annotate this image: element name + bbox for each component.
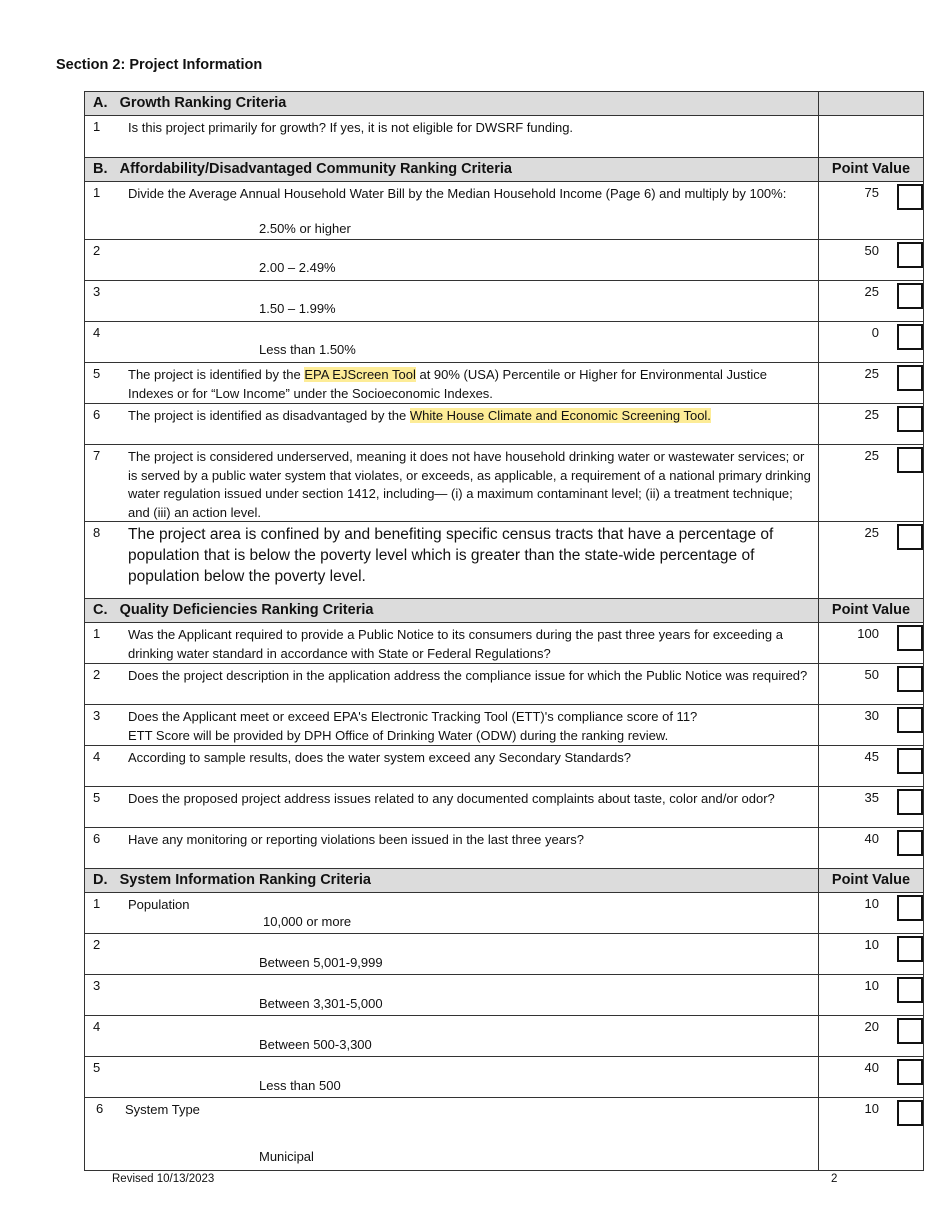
row-number: 5 (93, 366, 101, 381)
table-row (84, 623, 924, 664)
point-checkbox[interactable] (897, 936, 923, 962)
criteria-text (128, 366, 812, 403)
criteria-option: 10,000 or more (263, 914, 352, 929)
row-number: 5 (93, 790, 101, 805)
point-value: 10 (864, 937, 879, 952)
row-number: 3 (93, 284, 101, 299)
table-row (84, 363, 924, 404)
row-number: 2 (93, 667, 101, 682)
point-value: 30 (864, 708, 879, 723)
table-row (84, 893, 924, 934)
point-value: 10 (864, 1101, 879, 1116)
criteria-option: Municipal (259, 1149, 314, 1164)
table-row (84, 934, 924, 975)
section-b-header (84, 158, 924, 182)
section-d-header (84, 869, 924, 893)
row-number: 4 (93, 325, 101, 340)
section-c-title: Quality Deficiencies Ranking Criteria (119, 602, 374, 618)
ejscreen-tool-link[interactable]: EPA EJScreen Tool (304, 367, 416, 382)
section-d-letter: D. (93, 872, 108, 888)
point-checkbox[interactable] (897, 324, 923, 350)
point-value: 25 (864, 366, 879, 381)
criteria-option: 1.50 – 1.99% (259, 301, 336, 316)
section-c-letter: C. (93, 602, 108, 618)
point-checkbox[interactable] (897, 365, 923, 391)
growth-answer-cell[interactable] (819, 116, 923, 157)
table-row (84, 1016, 924, 1057)
point-checkbox[interactable] (897, 748, 923, 774)
table-row (84, 116, 924, 158)
criteria-option: 2.50% or higher (259, 221, 351, 236)
row-number: 6 (96, 1101, 104, 1116)
point-value-header: Point Value (831, 872, 911, 888)
criteria-text-post: at 90% (USA) Percentile or Higher for Environmental Justice Indexes or for “Low Income” under the Socioeconomic Indexes. (128, 367, 768, 401)
screening-tool-link[interactable]: White House Climate and Economic Screening Tool. (409, 408, 711, 423)
point-value: 50 (864, 667, 879, 682)
table-row (84, 705, 924, 746)
ranking-criteria-form (84, 91, 924, 1171)
row-number: 4 (93, 1019, 101, 1034)
point-value-header: Point Value (831, 602, 911, 618)
point-value: 20 (864, 1019, 879, 1034)
criteria-option: 2.00 – 2.49% (259, 260, 336, 275)
criteria-text (128, 708, 812, 745)
table-row (84, 664, 924, 705)
table-row (84, 1057, 924, 1098)
criteria-text: Does the project description in the application address the compliance issue for which the Public Notice was required? (128, 668, 808, 683)
table-row (84, 975, 924, 1016)
point-value: 25 (864, 407, 879, 422)
point-value: 35 (864, 790, 879, 805)
criteria-text: System Type (125, 1102, 200, 1117)
table-row (84, 787, 924, 828)
criteria-text-pre: The project is identified by the (128, 367, 305, 382)
section-a-letter: A. (93, 95, 108, 111)
point-value: 25 (864, 448, 879, 463)
criteria-text: Is this project primarily for growth? If yes, it is not eligible for DWSRF funding. (128, 120, 574, 135)
revised-date: Revised 10/13/2023 (112, 1173, 215, 1185)
criteria-option: Less than 1.50% (259, 342, 356, 357)
section-title: Section 2: Project Information (56, 57, 263, 73)
section-b-title: Affordability/Disadvantaged Community Ranking Criteria (119, 161, 512, 177)
point-value: 10 (864, 896, 879, 911)
table-row (84, 404, 924, 445)
criteria-option: Between 500-3,300 (259, 1037, 372, 1052)
point-checkbox[interactable] (897, 707, 923, 733)
section-a-title: Growth Ranking Criteria (119, 95, 287, 111)
point-checkbox[interactable] (897, 184, 923, 210)
row-number: 3 (93, 978, 101, 993)
row-number: 2 (93, 243, 101, 258)
criteria-text-line2: ETT Score will be provided by DPH Office of Drinking Water (ODW) during the ranking review. (128, 727, 669, 743)
table-row (84, 322, 924, 363)
point-checkbox[interactable] (897, 789, 923, 815)
point-checkbox[interactable] (897, 666, 923, 692)
row-number: 5 (93, 1060, 101, 1075)
criteria-text: Population (128, 897, 190, 912)
point-checkbox[interactable] (897, 625, 923, 651)
section-c-header (84, 599, 924, 623)
page-number: 2 (831, 1173, 838, 1185)
criteria-text: The project is considered underserved, meaning it does not have household drinking water or wastewater services; or is served by a public water system that violates, or exceeds, as applicable, a requirement of a national primary drinking water regulation issued under section 1412, including— (i) a maximum contaminant level; (ii) a treatment technique; and (iii) an action level. (128, 449, 811, 520)
row-number: 2 (93, 937, 101, 952)
table-row (84, 445, 924, 522)
table-row (84, 182, 924, 240)
point-value: 25 (864, 284, 879, 299)
criteria-text-pre: The project is identified as disadvantaged by the (128, 408, 410, 423)
criteria-text: Does the proposed project address issues related to any documented complaints about taste, color and/or odor? (128, 791, 775, 806)
criteria-option: Between 3,301-5,000 (259, 996, 383, 1011)
row-number: 4 (93, 749, 101, 764)
point-checkbox[interactable] (897, 406, 923, 432)
point-value: 10 (864, 978, 879, 993)
criteria-text: Have any monitoring or reporting violations been issued in the last three years? (128, 832, 584, 847)
section-d-title: System Information Ranking Criteria (119, 872, 371, 888)
criteria-option: Less than 500 (259, 1078, 341, 1093)
point-checkbox[interactable] (897, 1100, 923, 1126)
point-value-header: Point Value (831, 161, 911, 177)
table-row (84, 1098, 924, 1171)
point-checkbox[interactable] (897, 242, 923, 268)
point-value: 50 (864, 243, 879, 258)
row-number: 6 (93, 407, 101, 422)
point-value: 75 (864, 185, 879, 200)
table-row (84, 828, 924, 869)
row-number: 1 (93, 185, 101, 200)
point-checkbox[interactable] (897, 524, 923, 550)
section-a-header (84, 92, 924, 116)
row-number: 8 (93, 525, 101, 540)
point-checkbox[interactable] (897, 895, 923, 921)
point-checkbox[interactable] (897, 830, 923, 856)
criteria-text: Divide the Average Annual Household Water Bill by the Median Household Income (Page 6) and multiply by 100%: (128, 186, 787, 201)
point-value: 100 (857, 626, 879, 641)
point-value: 25 (864, 525, 879, 540)
row-number: 6 (93, 831, 101, 846)
criteria-text: Was the Applicant required to provide a Public Notice to its consumers during the past three years for exceeding a drinking water standard in accordance with State or Federal Regulations? (128, 627, 783, 661)
criteria-option: Between 5,001-9,999 (259, 955, 383, 970)
row-number: 1 (93, 119, 101, 134)
point-checkbox[interactable] (897, 447, 923, 473)
table-row (84, 746, 924, 787)
criteria-text-line1: Does the Applicant meet or exceed EPA's Electronic Tracking Tool (ETT)'s compliance score of 11? (128, 709, 698, 724)
section-b-letter: B. (93, 161, 108, 177)
point-checkbox[interactable] (897, 1059, 923, 1085)
point-checkbox[interactable] (897, 283, 923, 309)
criteria-text: The project area is confined by and benefiting specific census tracts that have a percentage of population that is below the poverty level which is greater than the state-wide percentage of population below the poverty level. (128, 526, 774, 585)
row-number: 1 (93, 626, 101, 641)
point-value: 40 (864, 831, 879, 846)
row-number: 1 (93, 896, 101, 911)
row-number: 3 (93, 708, 101, 723)
table-row (84, 522, 924, 599)
row-number: 7 (93, 448, 101, 463)
criteria-text (128, 407, 812, 426)
point-value: 40 (864, 1060, 879, 1075)
criteria-text: According to sample results, does the water system exceed any Secondary Standards? (128, 750, 631, 765)
point-checkbox[interactable] (897, 977, 923, 1003)
point-value: 0 (871, 325, 879, 340)
point-checkbox[interactable] (897, 1018, 923, 1044)
table-row (84, 240, 924, 281)
point-value: 45 (864, 749, 879, 764)
table-row (84, 281, 924, 322)
